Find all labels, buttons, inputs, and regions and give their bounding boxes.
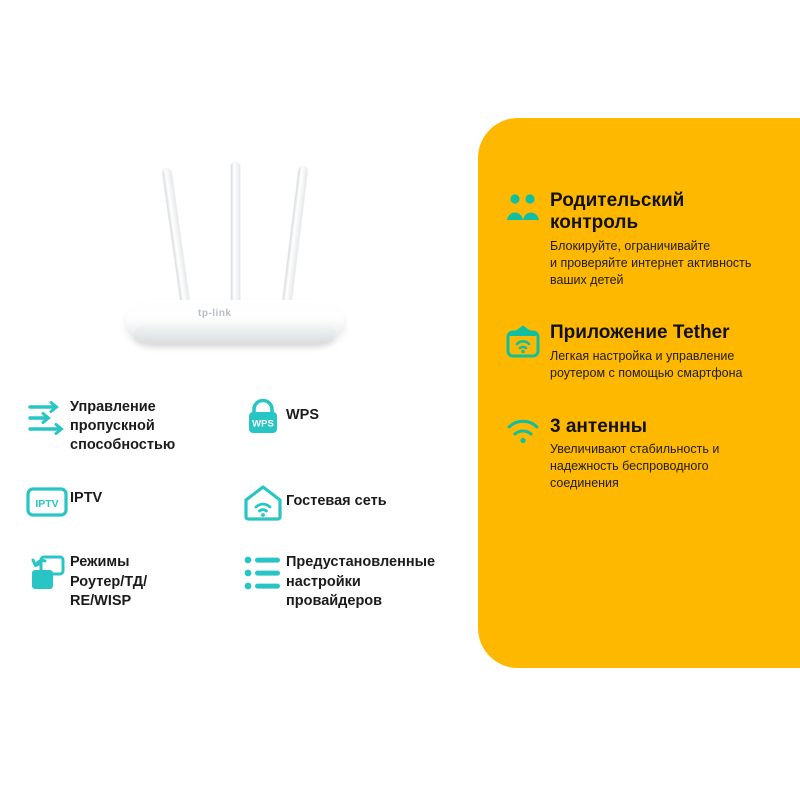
panel-item-antennas (506, 416, 774, 492)
feature-isp-presets (240, 551, 474, 610)
panel-item-tether-app (506, 322, 774, 381)
feature-label-line: Роутер/ТД/ (70, 573, 148, 590)
preset-list-icon (240, 551, 286, 595)
panel-desc-line: Увеличивают стабильность и (550, 442, 720, 456)
feature-label: Гостевая сеть (286, 493, 387, 510)
feature-label-line: Предустановленные (286, 554, 436, 571)
left-feature-list (24, 396, 474, 637)
feature-label (70, 551, 147, 610)
feature-label-line: провайдеров (286, 592, 383, 609)
router-antenna-middle (231, 162, 240, 317)
feature-iptv (24, 481, 240, 525)
router-device (110, 140, 360, 370)
panel-desc-line: Легкая настройка и управление (550, 348, 735, 363)
router-antenna-left (162, 168, 191, 313)
wps-lock-icon (240, 396, 286, 440)
panel-desc-line: Блокируйте, ограничивайте (550, 238, 711, 253)
feature-label-line: Управление (70, 399, 156, 415)
svg-text:WPS: WPS (252, 418, 274, 430)
feature-label-line: Режимы (70, 554, 130, 571)
feature-label-line: пропускной (70, 418, 155, 435)
feature-bandwidth-control (24, 396, 240, 455)
parental-control-people-icon (506, 190, 550, 288)
antenna-signal-icon (506, 416, 550, 492)
panel-desc-line: ваших детей (550, 272, 624, 287)
panel-item-description (550, 348, 742, 382)
highlight-panel (478, 118, 800, 668)
feature-label: IPTV (70, 490, 103, 507)
guest-network-home-wifi-icon (240, 481, 286, 525)
feature-label-line: RE/WISP (70, 592, 132, 609)
feature-label (70, 396, 175, 455)
router-modes-icon (24, 551, 70, 595)
panel-item-parental-control (506, 190, 774, 288)
feature-label: WPS (286, 407, 320, 423)
feature-row-2 (24, 481, 474, 525)
router-antenna-right (281, 166, 308, 314)
panel-item-title: Приложение Tether (550, 322, 730, 344)
brand-logo: tp-link (198, 308, 232, 319)
feature-row-3 (24, 551, 474, 610)
bandwidth-control-icon (24, 396, 70, 440)
panel-desc-line: роутером с помощью смартфона (550, 365, 743, 380)
panel-item-title: Родительский контроль (550, 190, 685, 234)
feature-label (286, 551, 435, 610)
panel-desc-line: надежность беспроводного (550, 458, 709, 473)
feature-guest-network (240, 481, 474, 525)
panel-desc-line: и проверяйте интернет активность (550, 255, 752, 270)
panel-item-description (550, 238, 774, 289)
feature-row-1 (24, 396, 474, 455)
svg-text:IPTV: IPTV (35, 498, 59, 511)
product-image (0, 0, 480, 400)
feature-label-line: настройки (286, 573, 361, 590)
tether-app-home-icon (506, 322, 550, 381)
feature-router-modes (24, 551, 240, 610)
panel-item-description (550, 441, 719, 492)
feature-label-line: способностью (70, 437, 176, 454)
feature-wps (240, 396, 474, 455)
panel-item-title: 3 антенны (550, 415, 647, 437)
router-front-edge (134, 328, 334, 344)
panel-desc-line: соединения (550, 475, 619, 490)
iptv-icon (24, 481, 70, 525)
